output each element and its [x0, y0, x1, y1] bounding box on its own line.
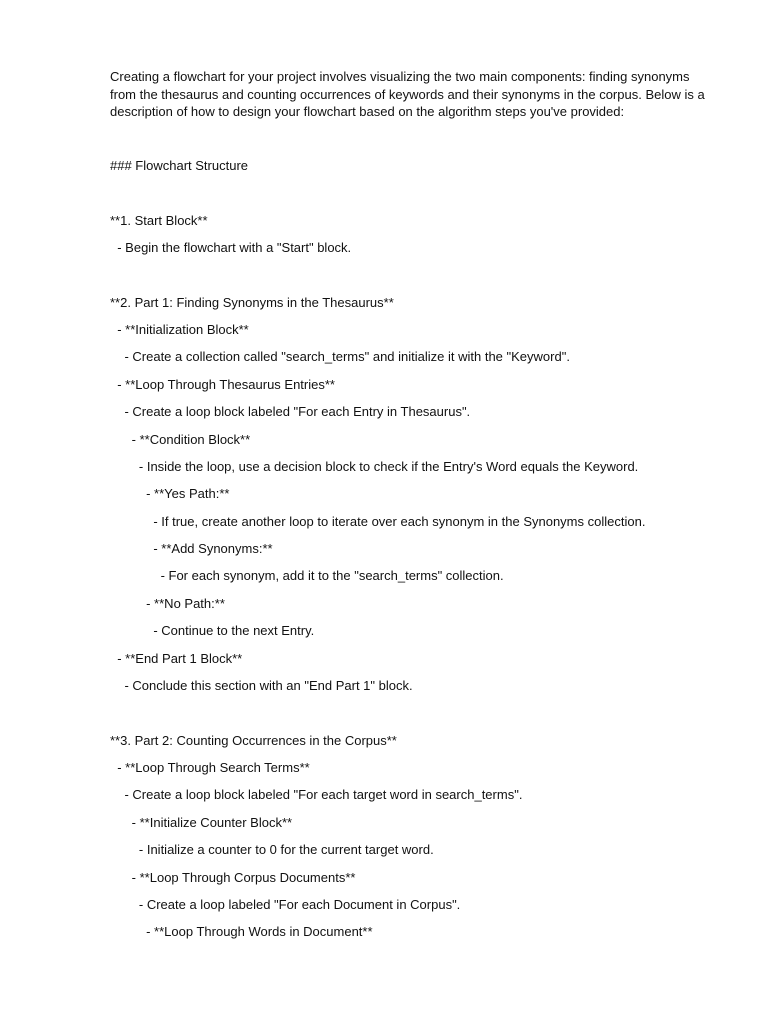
- list-item: - For each synonym, add it to the "search_terms" collection.: [110, 568, 504, 583]
- list-item: - Begin the flowchart with a "Start" block.: [110, 240, 352, 255]
- list-item: - **Yes Path:**: [110, 486, 230, 501]
- list-item: - Create a loop block labeled "For each target word in search_terms".: [110, 787, 523, 802]
- list-item: - **Loop Through Corpus Documents**: [110, 870, 356, 885]
- section-heading: ### Flowchart Structure: [110, 158, 249, 173]
- list-item: - **No Path:**: [110, 596, 225, 611]
- list-item: - Initialize a counter to 0 for the current target word.: [110, 842, 434, 857]
- step-heading: **1. Start Block**: [110, 213, 208, 228]
- list-item: - Conclude this section with an "End Part 1" block.: [110, 678, 413, 693]
- list-item: - **Add Synonyms:**: [110, 541, 273, 556]
- intro-paragraph: Creating a flowchart for your project involves visualizing the two main components: finding synonyms from the thesaurus and counting occurrences of keywords and their synonyms in the corpus. Below is a description of how to design your flowchart based on the algorithm steps you've provided:: [110, 69, 705, 119]
- list-item: - **Loop Through Thesaurus Entries**: [110, 377, 335, 392]
- list-item: - **Condition Block**: [110, 432, 251, 447]
- list-item: - Create a loop labeled "For each Document in Corpus".: [110, 897, 461, 912]
- list-item: - Inside the loop, use a decision block to check if the Entry's Word equals the Keyword.: [110, 459, 639, 474]
- list-item: - Continue to the next Entry.: [110, 623, 315, 638]
- list-item: - **Initialize Counter Block**: [110, 815, 293, 830]
- list-item: - If true, create another loop to iterate over each synonym in the Synonyms collection.: [110, 514, 646, 529]
- step-heading: **2. Part 1: Finding Synonyms in the Thesaurus**: [110, 295, 394, 310]
- list-item: - **Loop Through Words in Document**: [110, 924, 373, 939]
- list-item: - Create a collection called "search_terms" and initialize it with the "Keyword".: [110, 349, 570, 364]
- list-item: - **Initialization Block**: [110, 322, 249, 337]
- step-heading: **3. Part 2: Counting Occurrences in the Corpus**: [110, 733, 397, 748]
- list-item: - **End Part 1 Block**: [110, 651, 243, 666]
- list-item: - Create a loop block labeled "For each Entry in Thesaurus".: [110, 404, 471, 419]
- list-item: - **Loop Through Search Terms**: [110, 760, 310, 775]
